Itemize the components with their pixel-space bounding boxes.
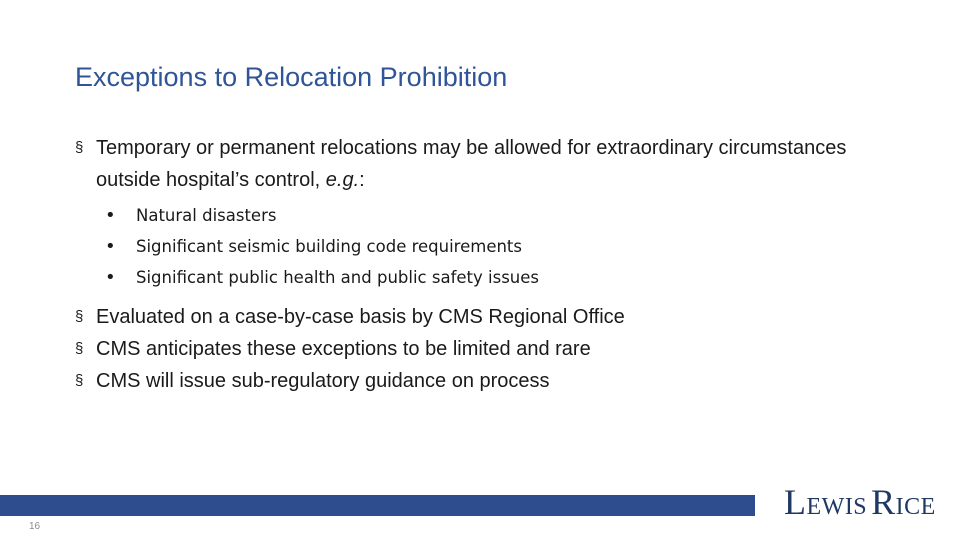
sub-bullet-item xyxy=(105,200,875,231)
bullet-marker: § xyxy=(75,340,84,357)
bullet-text-suffix: : xyxy=(359,169,365,191)
sub-bullet-marker: • xyxy=(105,205,116,226)
sub-bullet-text: Natural disasters xyxy=(136,206,277,225)
sub-bullet-list xyxy=(105,200,875,293)
sub-bullet-marker: • xyxy=(105,236,116,257)
footer-bar xyxy=(0,495,755,516)
sub-bullet-item xyxy=(105,231,875,262)
bullet-text: CMS will issue sub-regulatory guidance on process xyxy=(96,370,550,392)
sub-bullet-text: Significant public health and public safety issues xyxy=(136,268,539,287)
bullet-marker: § xyxy=(75,308,84,325)
bullet-item-relocations xyxy=(75,132,875,196)
page-number: 16 xyxy=(29,521,41,532)
bullet-text: Evaluated on a case-by-case basis by CMS Regional Office xyxy=(96,306,625,328)
slide-title: Exceptions to Relocation Prohibition xyxy=(75,62,508,92)
sub-bullet-text: Significant seismic building code requirements xyxy=(136,237,523,256)
bullet-item-anticipation xyxy=(75,333,875,365)
bullet-item-evaluation xyxy=(75,301,875,333)
bullet-text: Temporary or permanent relocations may be allowed for extraordinary circumstances outside hospital’s control, xyxy=(96,137,847,191)
bullet-marker: § xyxy=(75,372,84,389)
bullet-text: CMS anticipates these exceptions to be limited and rare xyxy=(96,338,591,360)
bullet-item-guidance xyxy=(75,365,875,397)
sub-bullet-item xyxy=(105,262,875,293)
lewis-rice-logo: L EWIS R ICE xyxy=(784,482,936,522)
slide-content xyxy=(75,132,875,397)
bullet-marker: § xyxy=(75,139,84,156)
bullet-text-emphasis: e.g. xyxy=(325,169,360,191)
sub-bullet-marker: • xyxy=(105,267,116,288)
